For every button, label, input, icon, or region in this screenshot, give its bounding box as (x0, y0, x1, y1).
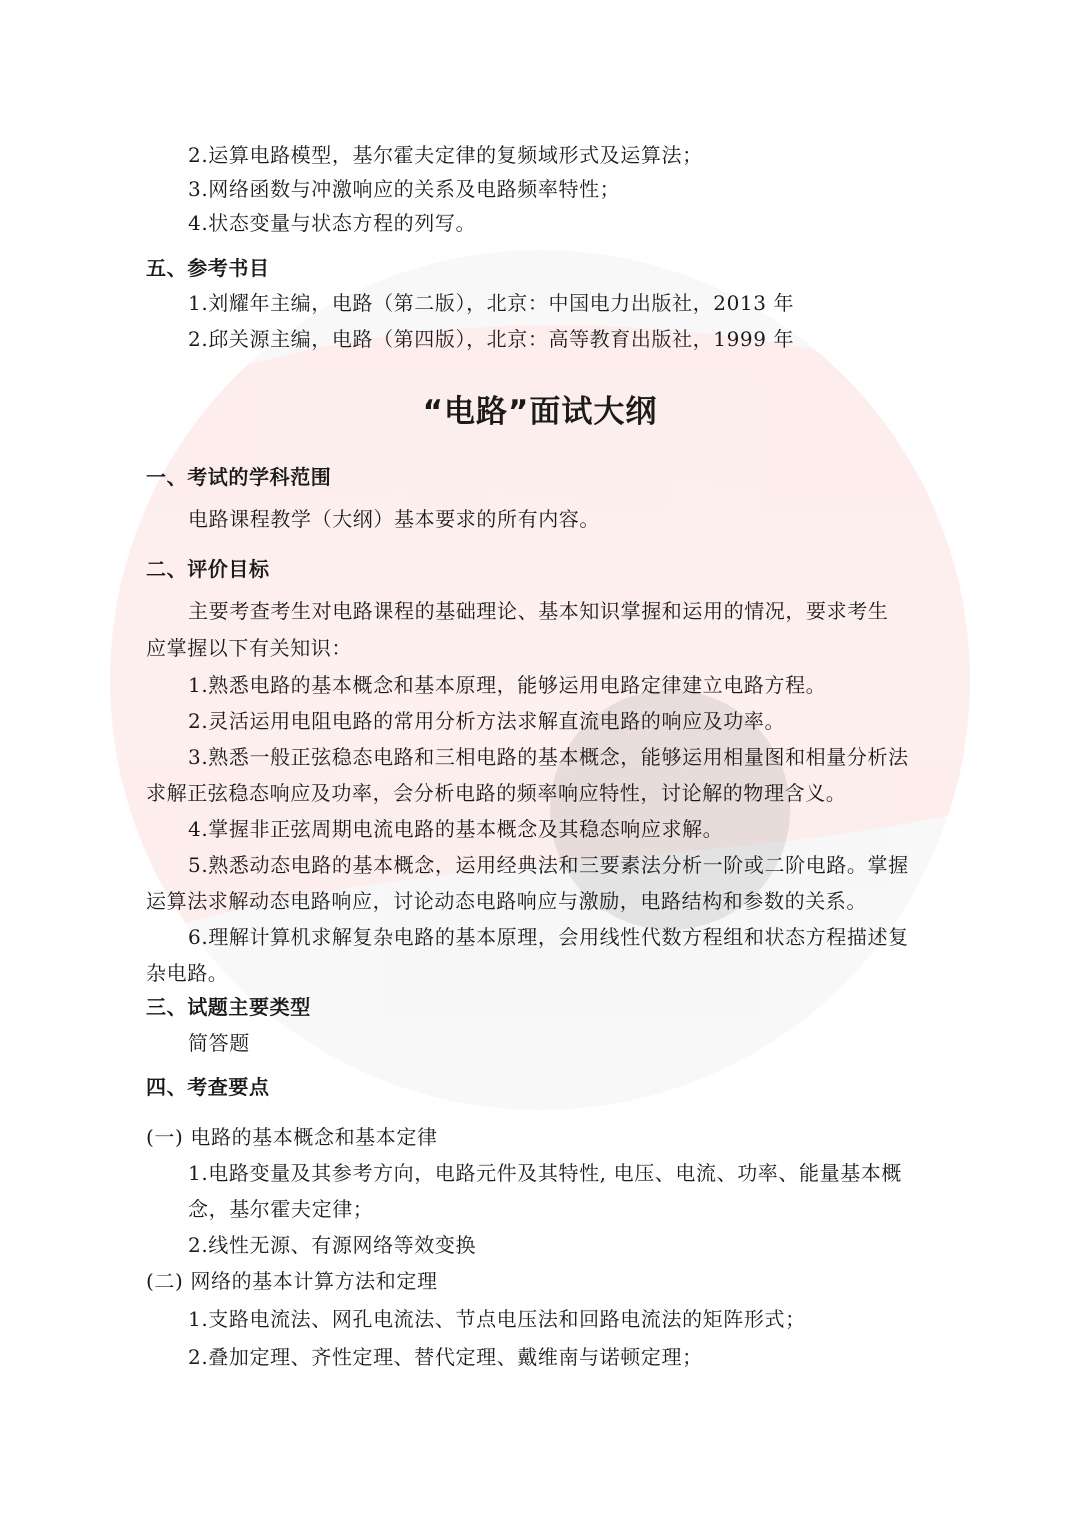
section2-item1: 1.熟悉电路的基本概念和基本原理，能够运用电路定律建立电路方程。 (188, 673, 827, 697)
section2-item3-line2: 求解正弦稳态响应及功率，会分析电路的频率响应特性，讨论解的物理含义。 (146, 781, 847, 805)
section2-intro-line1: 主要考查考生对电路课程的基础理论、基本知识掌握和运用的情况，要求考生 (188, 599, 889, 623)
section2-item6-line2: 杂电路。 (146, 961, 229, 985)
section2-intro-line2: 应掌握以下有关知识： (146, 636, 352, 660)
references-heading: 五、参考书目 (146, 256, 270, 280)
top-item-2: 2.运算电路模型，基尔霍夫定律的复频域形式及运算法； (188, 143, 703, 167)
section2-item3-line1: 3.熟悉一般正弦稳态电路和三相电路的基本概念，能够运用相量图和相量分析法 (188, 745, 909, 769)
section2-item2: 2.灵活运用电阻电路的常用分析方法求解直流电路的响应及功率。 (188, 709, 786, 733)
section4-sub2-item2: 2.叠加定理、齐性定理、替代定理、戴维南与诺顿定理； (188, 1345, 703, 1369)
reference-item-1: 1.刘耀年主编，电路（第二版），北京：中国电力出版社，2013 年 (188, 291, 795, 315)
section2-item6-line1: 6.理解计算机求解复杂电路的基本原理，会用线性代数方程组和状态方程描述复 (188, 925, 909, 949)
section4-sub1-item2: 2.线性无源、有源网络等效变换 (188, 1233, 477, 1257)
section3-heading: 三、试题主要类型 (146, 995, 311, 1019)
section2-item5-line1: 5.熟悉动态电路的基本概念，运用经典法和三要素法分析一阶或二阶电路。掌握 (188, 853, 909, 877)
section4-sub2: (二) 网络的基本计算方法和定理 (146, 1269, 438, 1293)
section3-text: 简答题 (188, 1031, 250, 1055)
top-item-3: 3.网络函数与冲激响应的关系及电路频率特性； (188, 177, 621, 201)
section2-item4: 4.掌握非正弦周期电流电路的基本概念及其稳态响应求解。 (188, 817, 724, 841)
section1-text: 电路课程教学（大纲）基本要求的所有内容。 (188, 507, 600, 531)
top-item-4: 4.状态变量与状态方程的列写。 (188, 211, 477, 235)
section4-heading: 四、考查要点 (146, 1075, 270, 1099)
section4-sub1-item1-line1: 1.电路变量及其参考方向，电路元件及其特性, 电压、电流、功率、能量基本概 (188, 1161, 902, 1185)
section4-sub2-item1: 1.支路电流法、网孔电流法、节点电压法和回路电流法的矩阵形式； (188, 1307, 806, 1331)
section2-item5-line2: 运算法求解动态电路响应，讨论动态电路响应与激励，电路结构和参数的关系。 (146, 889, 867, 913)
section4-sub1-item1-line2: 念，基尔霍夫定律； (188, 1197, 374, 1221)
section4-sub1: (一) 电路的基本概念和基本定律 (146, 1125, 438, 1149)
page-title: “电路”面试大纲 (422, 394, 658, 430)
section2-heading: 二、评价目标 (146, 557, 270, 581)
reference-item-2: 2.邱关源主编，电路（第四版），北京：高等教育出版社，1999 年 (188, 327, 795, 351)
section1-heading: 一、考试的学科范围 (146, 465, 332, 489)
